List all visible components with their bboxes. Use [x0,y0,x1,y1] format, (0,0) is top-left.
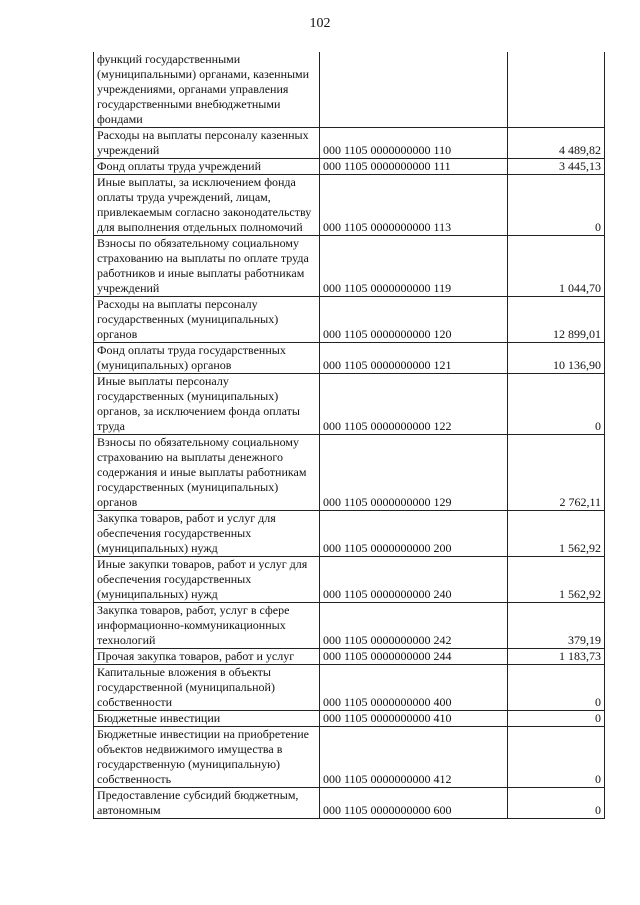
row-code-cell: 000 1105 0000000000 110 [320,128,508,159]
table-row [94,711,605,727]
table-row [94,52,605,128]
row-name-cell: Взносы по обязательному социальному страхованию на выплаты денежного содержания и иные выплаты работникам государственных (муниципальных) органов [94,435,320,511]
table-row [94,435,605,511]
row-amount-cell: 0 [508,711,605,727]
table-row [94,557,605,603]
row-amount-cell: 1 562,92 [508,557,605,603]
row-code-cell: 000 1105 0000000000 111 [320,159,508,175]
row-code-cell [320,52,508,128]
row-code-cell: 000 1105 0000000000 242 [320,603,508,649]
row-amount-cell: 12 899,01 [508,297,605,343]
row-amount-cell: 1 183,73 [508,649,605,665]
row-amount-cell: 4 489,82 [508,128,605,159]
row-amount-cell: 10 136,90 [508,343,605,374]
page-number: 102 [309,16,331,31]
row-code-cell: 000 1105 0000000000 129 [320,435,508,511]
row-code-cell: 000 1105 0000000000 119 [320,236,508,297]
table-row [94,175,605,236]
row-name-cell: Прочая закупка товаров, работ и услуг [94,649,320,665]
row-code-cell: 000 1105 0000000000 600 [320,788,508,819]
row-code-cell: 000 1105 0000000000 113 [320,175,508,236]
budget-table-body [94,52,605,819]
row-name-cell: Бюджетные инвестиции на приобретение объектов недвижимого имущества в государственную (муниципальную) собственность [94,727,320,788]
row-code-cell: 000 1105 0000000000 120 [320,297,508,343]
row-amount-cell: 1 562,92 [508,511,605,557]
row-name-cell: Расходы на выплаты персоналу казенных учреждений [94,128,320,159]
table-row [94,511,605,557]
row-amount-cell: 2 762,11 [508,435,605,511]
table-row [94,374,605,435]
row-amount-cell: 0 [508,727,605,788]
row-name-cell: Капитальные вложения в объекты государственной (муниципальной) собственности [94,665,320,711]
row-code-cell: 000 1105 0000000000 244 [320,649,508,665]
row-name-cell: Предоставление субсидий бюджетным, автономным [94,788,320,819]
row-amount-cell: 379,19 [508,603,605,649]
row-name-cell: Фонд оплаты труда государственных (муниципальных) органов [94,343,320,374]
table-row [94,727,605,788]
table-row [94,128,605,159]
row-name-cell: Расходы на выплаты персоналу государственных (муниципальных) органов [94,297,320,343]
row-name-cell: Закупка товаров, работ, услуг в сфере информационно-коммуникационных технологий [94,603,320,649]
row-code-cell: 000 1105 0000000000 121 [320,343,508,374]
row-name-cell: Фонд оплаты труда учреждений [94,159,320,175]
row-code-cell: 000 1105 0000000000 200 [320,511,508,557]
row-amount-cell: 1 044,70 [508,236,605,297]
budget-table [93,52,605,819]
table-row [94,665,605,711]
row-name-cell: Закупка товаров, работ и услуг для обеспечения государственных (муниципальных) нужд [94,511,320,557]
row-name-cell: Взносы по обязательному социальному страхованию на выплаты по оплате труда работников и иные выплаты работникам учреждений [94,236,320,297]
table-row [94,297,605,343]
row-code-cell: 000 1105 0000000000 412 [320,727,508,788]
table-row [94,343,605,374]
row-amount-cell: 3 445,13 [508,159,605,175]
row-name-cell: Бюджетные инвестиции [94,711,320,727]
row-amount-cell: 0 [508,788,605,819]
row-name-cell: Иные выплаты, за исключением фонда оплаты труда учреждений, лицам, привлекаемым согласно законодательству для выполнения отдельных полномочий [94,175,320,236]
row-code-cell: 000 1105 0000000000 400 [320,665,508,711]
row-amount-cell: 0 [508,374,605,435]
row-amount-cell [508,52,605,128]
row-code-cell: 000 1105 0000000000 410 [320,711,508,727]
row-code-cell: 000 1105 0000000000 122 [320,374,508,435]
table-row [94,603,605,649]
table-row [94,649,605,665]
row-name-cell: Иные выплаты персоналу государственных (муниципальных) органов, за исключением фонда оплаты труда [94,374,320,435]
table-row [94,159,605,175]
row-code-cell: 000 1105 0000000000 240 [320,557,508,603]
row-amount-cell: 0 [508,665,605,711]
row-amount-cell: 0 [508,175,605,236]
table-row [94,236,605,297]
row-name-cell: Иные закупки товаров, работ и услуг для обеспечения государственных (муниципальных) нужд [94,557,320,603]
table-row [94,788,605,819]
row-name-cell: функций государственными (муниципальными) органами, казенными учреждениями, органами управления государственными внебюджетными фондами [94,52,320,128]
